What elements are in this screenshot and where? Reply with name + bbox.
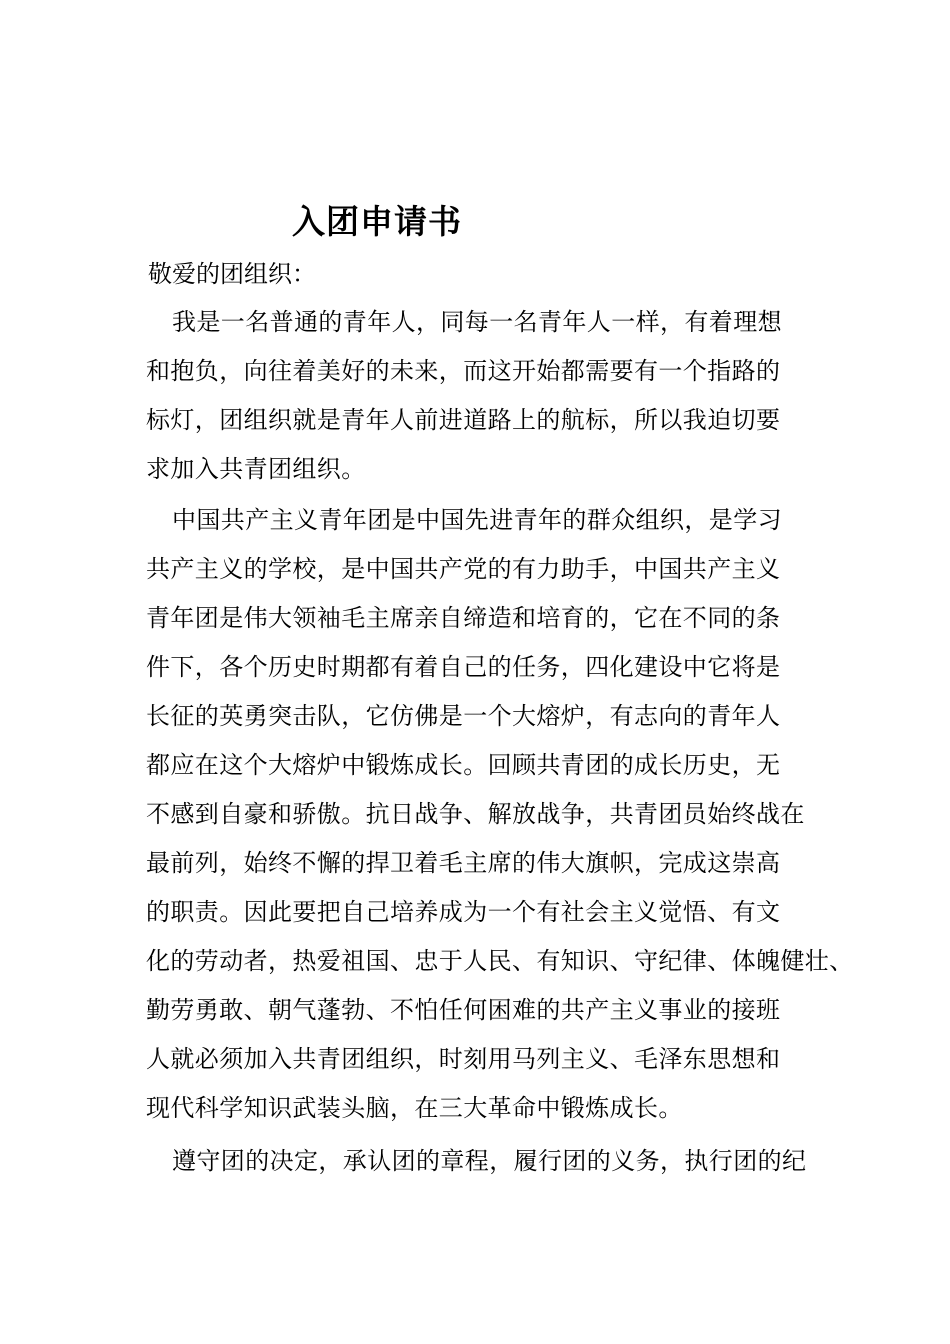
paragraph-2-line-5: 长征的英勇突击队，它仿佛是一个大熔炉，有志向的青年人 (146, 702, 781, 730)
paragraph-2-line-10: 化的劳动者，热爱祖国、忠于人民、有知识、守纪律、体魄健壮、 (146, 947, 854, 975)
paragraph-2-line-12: 人就必须加入共青团组织，时刻用马列主义、毛泽东思想和 (146, 1045, 781, 1073)
paragraph-2-line-6: 都应在这个大熔炉中锻炼成长。回顾共青团的成长历史，无 (146, 751, 781, 779)
paragraph-1-line-2: 和抱负，向往着美好的未来，而这开始都需要有一个指路的 (146, 357, 781, 385)
paragraph-3-line-1: 遵守团的决定，承认团的章程，履行团的义务，执行团的纪 (172, 1147, 807, 1175)
paragraph-2-line-8: 最前列，始终不懈的捍卫着毛主席的伟大旗帜，完成这崇高 (146, 849, 781, 877)
paragraph-2-line-9: 的职责。因此要把自己培养成为一个有社会主义觉悟、有文 (146, 898, 781, 926)
paragraph-1-line-3: 标灯，团组织就是青年人前进道路上的航标，所以我迫切要 (146, 406, 781, 434)
paragraph-2-line-11: 勤劳勇敢、朝气蓬勃、不怕任何困难的共产主义事业的接班 (146, 996, 781, 1024)
paragraph-1-line-1: 我是一名普通的青年人，同每一名青年人一样，有着理想 (172, 308, 782, 336)
paragraph-2-line-13: 现代科学知识武装头脑，在三大革命中锻炼成长。 (146, 1094, 683, 1122)
paragraph-2-line-3: 青年团是伟大领袖毛主席亲自缔造和培育的，它在不同的条 (146, 604, 781, 632)
paragraph-2-line-2: 共产主义的学校，是中国共产党的有力助手，中国共产主义 (146, 555, 781, 583)
paragraph-2-line-1: 中国共产主义青年团是中国先进青年的群众组织，是学习 (172, 506, 782, 534)
paragraph-2-line-7: 不感到自豪和骄傲。抗日战争、解放战争，共青团员始终战在 (146, 800, 805, 828)
paragraph-1-line-4: 求加入共青团组织。 (146, 455, 366, 483)
paragraph-2-line-4: 件下，各个历史时期都有着自己的任务，四化建设中它将是 (146, 653, 781, 681)
page-title: 入团申请书 (292, 202, 462, 241)
salutation: 敬爱的团组织： (148, 260, 316, 288)
